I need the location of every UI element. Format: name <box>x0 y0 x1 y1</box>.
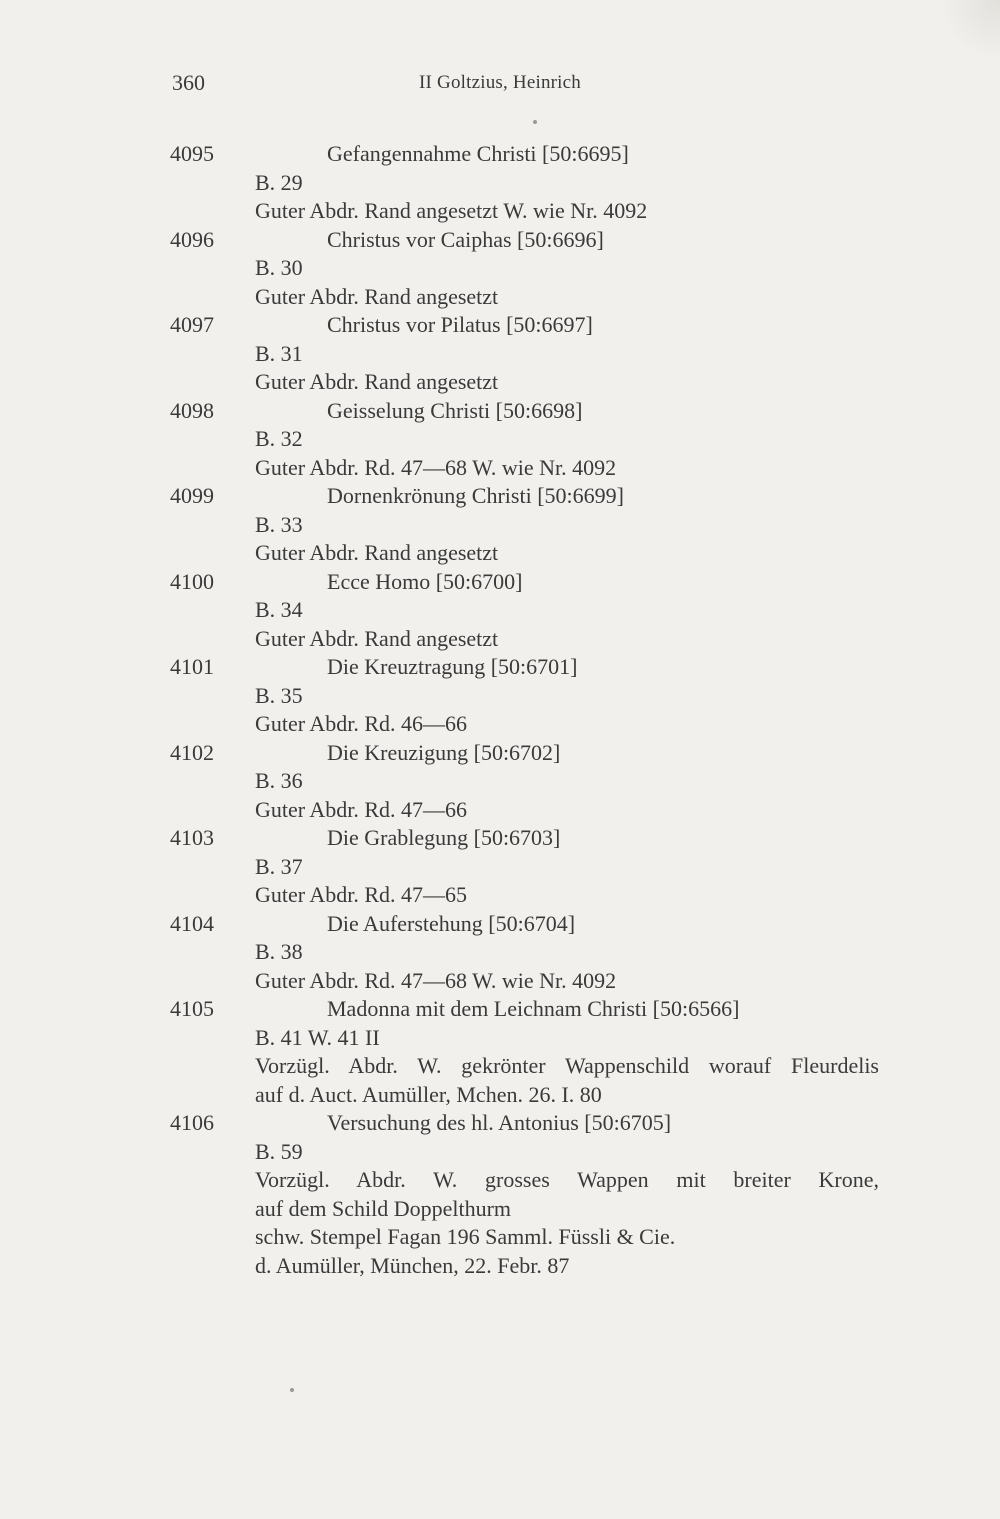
entry-title: Versuchung des hl. Antonius [50:6705] <box>327 1110 672 1135</box>
paper-speck <box>290 1388 294 1392</box>
catalogue-entries <box>0 140 1000 1280</box>
condition-note: Guter Abdr. Rand angesetzt <box>255 540 499 565</box>
condition-note: Guter Abdr. Rd. 47—65 <box>255 882 468 907</box>
catalogue-entry <box>0 824 1000 910</box>
bartsch-reference: B. 36 <box>255 768 303 793</box>
provenance-note: d. Aumüller, München, 22. Febr. 87 <box>255 1252 570 1278</box>
condition-note: Guter Abdr. Rd. 47—68 W. wie Nr. 4092 <box>255 454 617 480</box>
condition-note: Guter Abdr. Rand angesetzt <box>255 283 499 309</box>
entry-number: 4099 <box>170 483 214 508</box>
condition-note: Guter Abdr. Rand angesetzt <box>255 369 499 394</box>
bartsch-reference: B. 38 <box>255 939 303 964</box>
bartsch-reference: B. 37 <box>255 853 303 879</box>
condition-note: Guter Abdr. Rd. 47—66 <box>255 796 468 822</box>
bartsch-reference: B. 35 <box>255 682 303 708</box>
paper-speck <box>533 120 537 124</box>
condition-note-continued: auf dem Schild Doppelthurm <box>255 1195 512 1221</box>
entry-number: 4103 <box>170 825 214 850</box>
paper-stain <box>940 0 1000 60</box>
entry-number: 4100 <box>170 568 214 594</box>
entry-number: 4104 <box>170 910 214 936</box>
entry-title: Die Kreuztragung [50:6701] <box>327 654 578 679</box>
bartsch-reference: B. 32 <box>255 426 303 451</box>
entry-number: 4105 <box>170 996 214 1021</box>
entry-title: Dornenkrönung Christi [50:6699] <box>327 483 624 508</box>
bartsch-reference: B. 41 W. 41 II <box>255 1024 380 1050</box>
catalogue-entry <box>0 568 1000 654</box>
entry-number: 4106 <box>170 1110 214 1135</box>
entry-title: Die Auferstehung [50:6704] <box>327 910 576 936</box>
entry-number: 4101 <box>170 654 214 679</box>
entry-number: 4096 <box>170 226 214 252</box>
entry-number: 4102 <box>170 739 214 765</box>
bartsch-reference: B. 29 <box>255 169 303 195</box>
provenance-note: auf d. Auct. Aumüller, Mchen. 26. I. 80 <box>255 1081 602 1107</box>
condition-note: Vorzügl. Abdr. W. grosses Wappen mit breiter Krone, <box>255 1167 879 1192</box>
condition-note: Guter Abdr. Rd. 46—66 <box>255 711 468 736</box>
bartsch-reference: B. 30 <box>255 255 303 280</box>
entry-title: Gefangennahme Christi [50:6695] <box>327 141 629 166</box>
catalogue-entry <box>0 1109 1000 1280</box>
entry-title: Geisselung Christi [50:6698] <box>327 397 583 423</box>
entry-number: 4097 <box>170 312 214 337</box>
entry-number: 4095 <box>170 141 214 166</box>
condition-note: Guter Abdr. Rd. 47—68 W. wie Nr. 4092 <box>255 967 617 993</box>
catalogue-entry <box>0 482 1000 568</box>
catalogue-entry <box>0 311 1000 397</box>
entry-title: Madonna mit dem Leichnam Christi [50:6566] <box>327 996 740 1021</box>
running-title: II Goltzius, Heinrich <box>419 72 581 93</box>
entry-title: Die Grablegung [50:6703] <box>327 825 561 850</box>
entry-title: Ecce Homo [50:6700] <box>327 568 523 594</box>
page-header <box>0 70 1000 104</box>
collector-stamp-note: schw. Stempel Fagan 196 Samml. Füssli & Cie. <box>255 1224 676 1249</box>
entry-title: Christus vor Pilatus [50:6697] <box>327 312 593 337</box>
catalogue-entry <box>0 397 1000 483</box>
bartsch-reference: B. 59 <box>255 1138 303 1164</box>
catalogue-entry <box>0 910 1000 996</box>
bartsch-reference: B. 33 <box>255 511 303 537</box>
catalogue-entry <box>0 226 1000 312</box>
entry-title: Die Kreuzigung [50:6702] <box>327 739 561 765</box>
catalogue-entry <box>0 739 1000 825</box>
bartsch-reference: B. 34 <box>255 597 303 622</box>
condition-note: Guter Abdr. Rand angesetzt <box>255 625 499 651</box>
condition-note: Guter Abdr. Rand angesetzt W. wie Nr. 4092 <box>255 198 648 223</box>
catalogue-entry <box>0 140 1000 226</box>
condition-note: Vorzügl. Abdr. W. gekrönter Wappenschild worauf Fleurdelis <box>255 1053 879 1078</box>
entry-title: Christus vor Caiphas [50:6696] <box>327 226 604 252</box>
catalogue-entry <box>0 995 1000 1109</box>
entry-number: 4098 <box>170 397 214 423</box>
page-number: 360 <box>172 70 205 95</box>
bartsch-reference: B. 31 <box>255 340 303 366</box>
catalogue-entry <box>0 653 1000 739</box>
